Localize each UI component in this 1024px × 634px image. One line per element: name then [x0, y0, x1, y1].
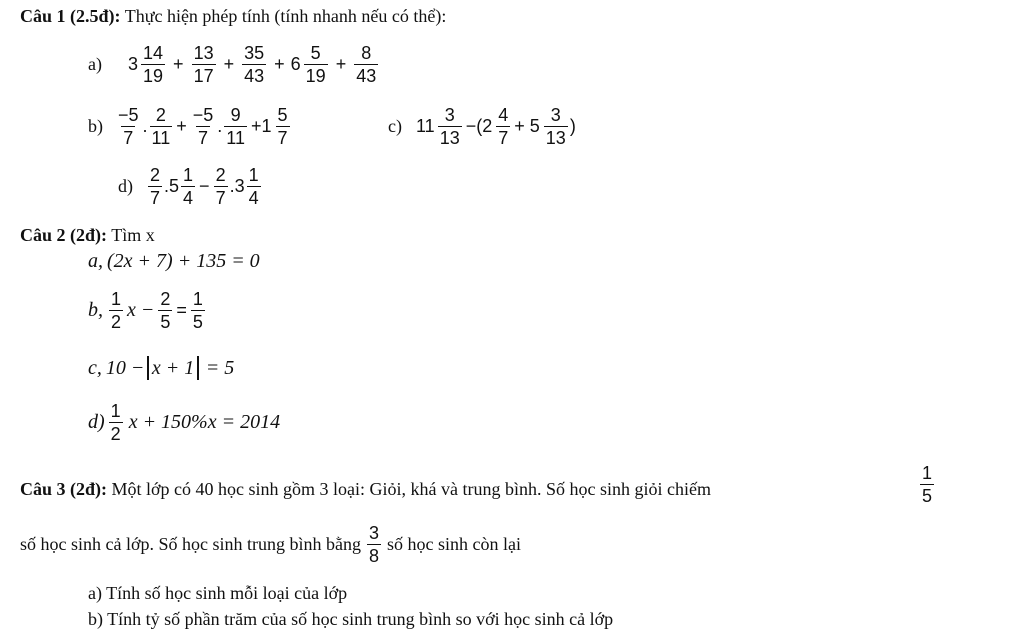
question-3-part-b: b) Tính tỷ số phần trăm của số học sinh trung bình so với học sinh cả lớp	[88, 609, 614, 629]
problem-1b	[88, 106, 292, 147]
problem-2b	[88, 290, 207, 331]
fraction: $\frac{2}{11}$	[151, 105, 171, 148]
fraction: $\frac{5}{7}$	[277, 105, 288, 148]
problem-1a	[88, 44, 380, 85]
fraction: $\frac{2}{7}$	[215, 165, 226, 208]
operator: .5	[164, 176, 180, 196]
fraction: $\frac{3}{13}$	[439, 105, 460, 148]
operator: +	[335, 54, 347, 74]
question-3-text-line-2	[20, 524, 521, 565]
math-expression	[416, 106, 576, 147]
fraction: $\frac{14}{19}$	[143, 43, 164, 86]
question-3-text-line-1	[20, 479, 711, 500]
operator: .3	[229, 176, 245, 196]
math-expression	[107, 290, 207, 331]
math-text: x + 1	[151, 356, 195, 379]
fraction: $\frac{35}{43}$	[244, 43, 265, 86]
question-2-header	[20, 225, 155, 246]
question-1-instruction: Thực hiện phép tính (tính nhanh nếu có thể):	[124, 6, 447, 26]
problem-label: c,	[88, 356, 102, 379]
fraction: $\frac{1}{2}$	[110, 401, 121, 444]
operator: +	[274, 54, 285, 74]
problem-label: d)	[118, 176, 133, 196]
problem-label: b)	[88, 116, 103, 136]
operator: +	[173, 54, 184, 74]
operator: +	[176, 116, 187, 136]
operator: .	[217, 116, 223, 136]
question-2-title: Câu 2 (2đ):	[20, 225, 108, 245]
fraction: $\frac{13}{17}$	[193, 43, 214, 86]
operator: +	[223, 54, 235, 74]
fraction: $\frac{1}{4}$	[183, 165, 194, 208]
problem-2c	[88, 356, 234, 380]
math-text: 10 −	[105, 356, 145, 379]
whole-number: 11	[416, 116, 435, 136]
operator: =	[176, 300, 187, 320]
operator: + 5	[514, 116, 540, 136]
fraction: $\frac{5}{19}$	[305, 43, 326, 86]
fraction: $\frac{1}{5}$	[192, 289, 203, 332]
question-1-title: Câu 1 (2.5đ):	[20, 6, 121, 26]
fraction: $\frac{2}{7}$	[150, 165, 161, 208]
question-2-instruction: Tìm x	[111, 225, 155, 245]
fraction: $\frac{1}{5}$	[922, 463, 933, 506]
problem-2d	[88, 402, 280, 443]
fraction: $\frac{9}{11}$	[226, 105, 245, 148]
question-3-text: số học sinh còn lại	[387, 534, 521, 554]
operator: .	[142, 116, 148, 136]
math-expression	[128, 44, 380, 85]
fraction: $\frac{-5}{7}$	[192, 105, 214, 148]
operator: )	[569, 116, 576, 136]
question-3-title: Câu 3 (2đ):	[20, 479, 108, 499]
fraction: $\frac{1}{4}$	[248, 165, 259, 208]
math-expression	[114, 106, 292, 147]
question-3-part-a: a) Tính số học sinh mỗi loại của lớp	[88, 583, 348, 603]
problem-1c	[388, 106, 576, 147]
whole-number: 6	[290, 54, 301, 74]
math-expression: (2x + 7) + 135 = 0	[107, 250, 260, 272]
problem-2a	[88, 250, 260, 273]
absolute-value-bar	[147, 356, 149, 380]
whole-number: 3	[128, 54, 139, 74]
problem-label: b,	[88, 299, 103, 321]
absolute-value-bar	[197, 356, 199, 380]
question-3-fraction-1	[918, 464, 936, 505]
problem-1d	[118, 166, 263, 207]
operator: −(2	[465, 116, 493, 136]
math-text: = 5	[205, 356, 235, 379]
problem-label: d)	[88, 411, 105, 433]
fraction: $\frac{3}{8}$	[369, 523, 380, 566]
fraction: $\frac{8}{43}$	[356, 43, 377, 86]
fraction: $\frac{2}{5}$	[160, 289, 171, 332]
problem-label: a,	[88, 250, 103, 272]
operator: −	[199, 176, 210, 196]
question-1-header	[20, 6, 446, 27]
math-text: x + 150%x = 2014	[128, 411, 281, 433]
problem-label: a)	[88, 54, 102, 74]
fraction: $\frac{4}{7}$	[498, 105, 509, 148]
question-3-text: Một lớp có 40 học sinh gồm 3 loại: Giỏi, khá và trung bình. Số học sinh giỏi chiếm	[111, 479, 711, 499]
problem-label: c)	[388, 116, 402, 136]
fraction: $\frac{3}{13}$	[545, 105, 566, 148]
math-expression	[146, 166, 263, 207]
fraction: $\frac{-5}{7}$	[118, 105, 139, 148]
fraction: $\frac{1}{2}$	[111, 289, 122, 332]
operator: +1	[250, 116, 272, 136]
question-3-text: số học sinh cả lớp. Số học sinh trung bình bằng	[20, 534, 361, 554]
variable: x −	[127, 299, 155, 321]
